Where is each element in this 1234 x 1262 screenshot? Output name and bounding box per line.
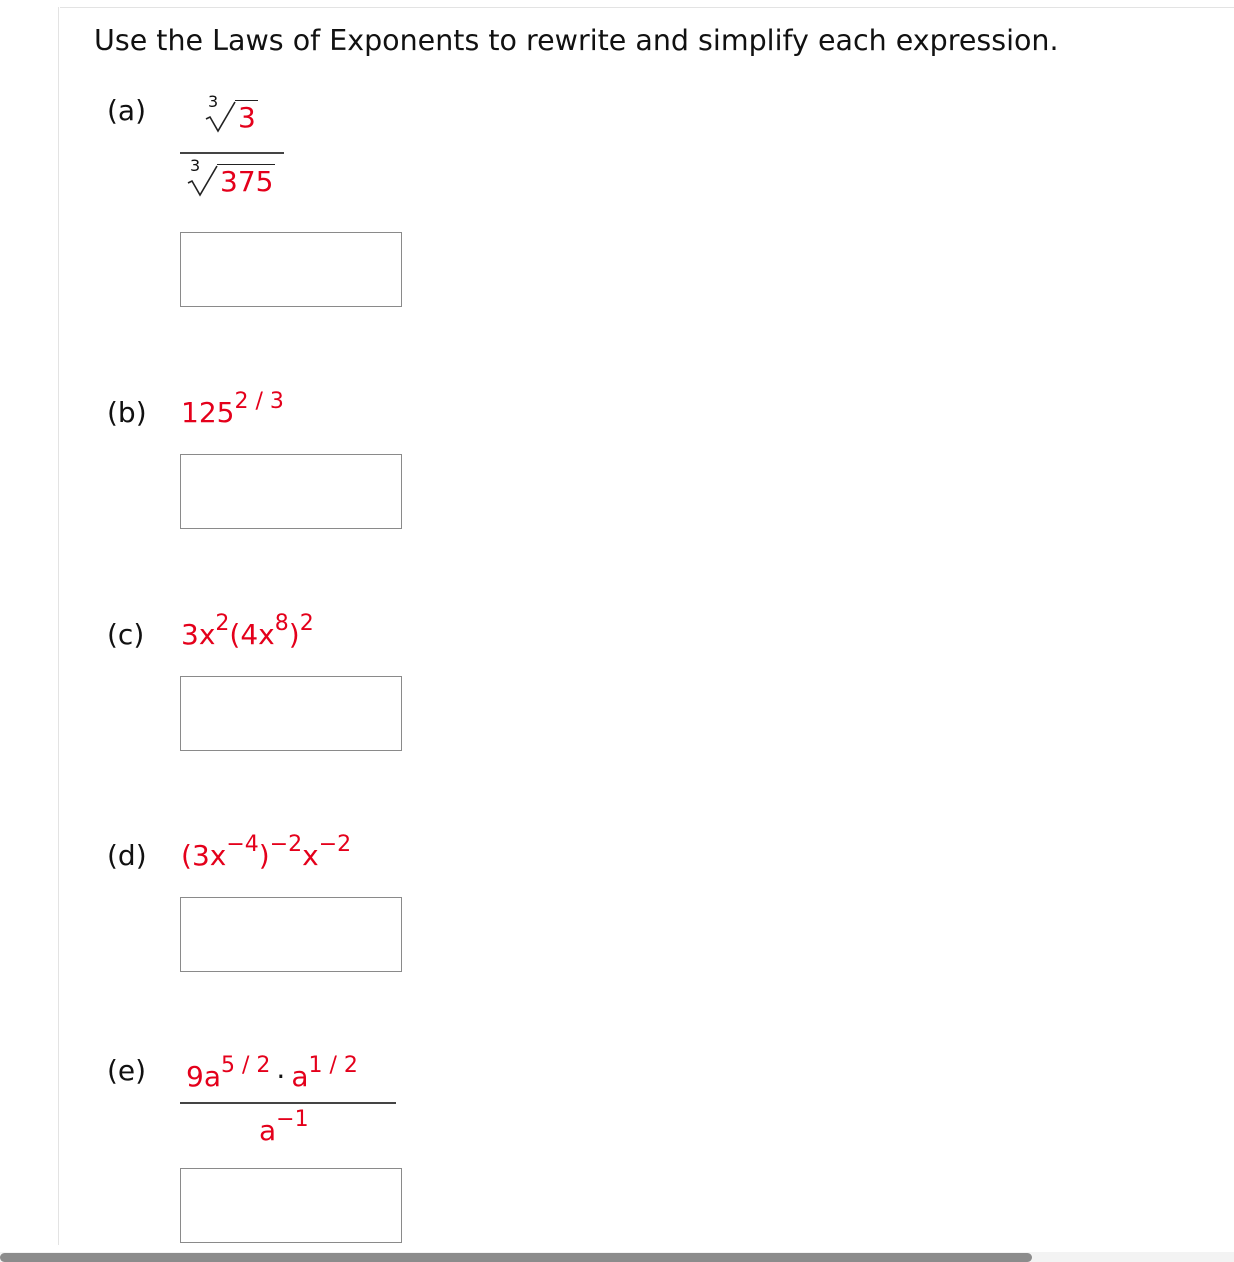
part-e-num-coef: 9: [186, 1060, 204, 1093]
part-a-denominator-radical-sign-icon: [187, 165, 219, 197]
part-e-fraction-bar: [180, 1102, 396, 1104]
part-d-open-paren: (: [181, 839, 192, 872]
part-c-answer-input[interactable]: [180, 676, 402, 751]
part-a-label: (a): [107, 94, 147, 127]
instructions-text: Use the Laws of Exponents to rewrite and simplify each expression.: [94, 24, 1059, 57]
part-e-num-exp1: 5 / 2: [221, 1053, 271, 1078]
part-c-expression: [181, 611, 314, 652]
part-d-exp2: −2: [318, 832, 352, 857]
part-d-label: (d): [107, 839, 147, 872]
top-divider: [60, 7, 1234, 8]
part-e-answer-input[interactable]: [180, 1168, 402, 1243]
part-a-numerator-radical-sign-icon: [205, 101, 237, 133]
part-e-den-var: a: [259, 1114, 277, 1147]
part-e-dot: ·: [276, 1060, 286, 1093]
part-e-num-exp2: 1 / 2: [308, 1053, 358, 1078]
part-d-var: x: [209, 839, 227, 872]
part-a-fraction-bar: [180, 152, 284, 154]
part-a-answer-input[interactable]: [180, 232, 402, 307]
part-e-den-exp: −1: [276, 1107, 309, 1132]
part-c-exp1: 2: [215, 611, 230, 636]
part-b-answer-input[interactable]: [180, 454, 402, 529]
horizontal-scrollbar-thumb[interactable]: [0, 1253, 1032, 1262]
part-e-label: (e): [107, 1054, 147, 1087]
part-d-expression: [181, 832, 352, 873]
part-c-inner-var: x: [258, 618, 275, 651]
part-c-coef: 3: [181, 618, 199, 651]
part-c-var1: x: [198, 618, 216, 651]
part-b-exponent: 2 / 3: [234, 389, 284, 414]
part-c-inner-exp: 8: [274, 611, 289, 636]
part-b-label: (b): [107, 396, 147, 429]
part-d-outer-exp: −2: [269, 832, 303, 857]
part-e-num-var2: a: [291, 1060, 309, 1093]
part-a-denominator-root-index: 3: [190, 156, 201, 175]
part-c-inner-coef: 4: [240, 618, 259, 651]
part-c-close-paren: ): [288, 618, 300, 651]
part-c-outer-exp: 2: [299, 611, 314, 636]
part-e-num-var1: a: [203, 1060, 221, 1093]
part-d-var2: x: [302, 839, 319, 872]
part-e-denominator: [259, 1107, 309, 1148]
part-d-inner-exp: −4: [226, 832, 259, 857]
part-d-close-paren: ): [258, 839, 270, 872]
part-d-coef: 3: [191, 839, 210, 872]
part-c-open-paren: (: [229, 618, 241, 651]
part-e-numerator: [186, 1053, 358, 1094]
left-margin-rule: [58, 7, 59, 1245]
part-a-denominator-radicand: 375: [217, 164, 275, 199]
part-a-numerator-radicand: 3: [235, 100, 258, 135]
part-b-expression: [181, 389, 284, 430]
part-a-numerator-root-index: 3: [208, 92, 219, 111]
part-c-label: (c): [107, 618, 145, 651]
part-b-base: 125: [181, 396, 235, 429]
part-d-answer-input[interactable]: [180, 897, 402, 972]
